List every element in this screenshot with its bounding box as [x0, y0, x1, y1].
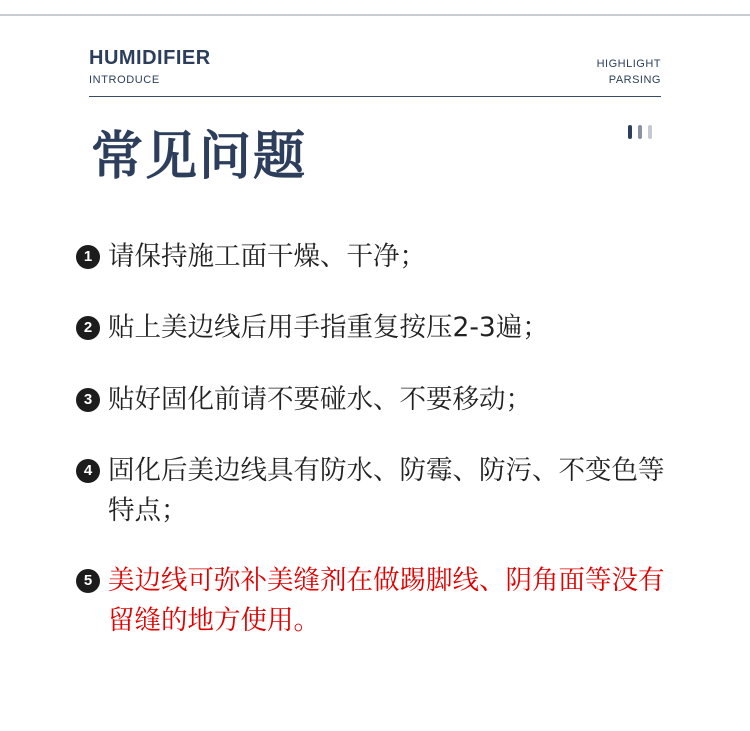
brand-title: HUMIDIFIER	[89, 47, 211, 69]
number-badge-icon: 5	[76, 569, 100, 593]
faq-item-3	[76, 380, 686, 420]
header-divider	[89, 96, 661, 97]
tag-line-2: PARSING	[608, 74, 661, 86]
bar-light	[648, 125, 652, 139]
faq-text: 固化后美边线具有防水、防霉、防污、不变色等特点；	[108, 455, 665, 526]
faq-item-2	[76, 308, 686, 348]
top-divider	[0, 14, 750, 16]
page-title: 常见问题	[91, 127, 308, 187]
faq-text: 贴上美边线后用手指重复按压2-3遍；	[108, 312, 549, 343]
faq-text: 请保持施工面干燥、干净；	[108, 241, 426, 272]
number-badge-icon: 2	[76, 316, 100, 340]
bar-mid	[638, 125, 642, 139]
tag-line-1: HIGHLIGHT	[596, 58, 661, 70]
bar-dark	[628, 125, 632, 139]
number-badge-icon: 4	[76, 459, 100, 483]
faq-item-5	[76, 561, 686, 641]
faq-text-highlight: 美边线可弥补美缝剂在做踢脚线、阴角面等没有留缝的地方使用。	[108, 565, 665, 636]
highlight-tag	[597, 56, 661, 88]
faq-text: 贴好固化前请不要碰水、不要移动；	[108, 384, 532, 415]
faq-item-4	[76, 451, 686, 531]
number-badge-icon: 3	[76, 388, 100, 412]
brand-subtitle: INTRODUCE	[89, 74, 160, 86]
faq-item-1	[76, 237, 686, 277]
number-badge-icon: 1	[76, 245, 100, 269]
